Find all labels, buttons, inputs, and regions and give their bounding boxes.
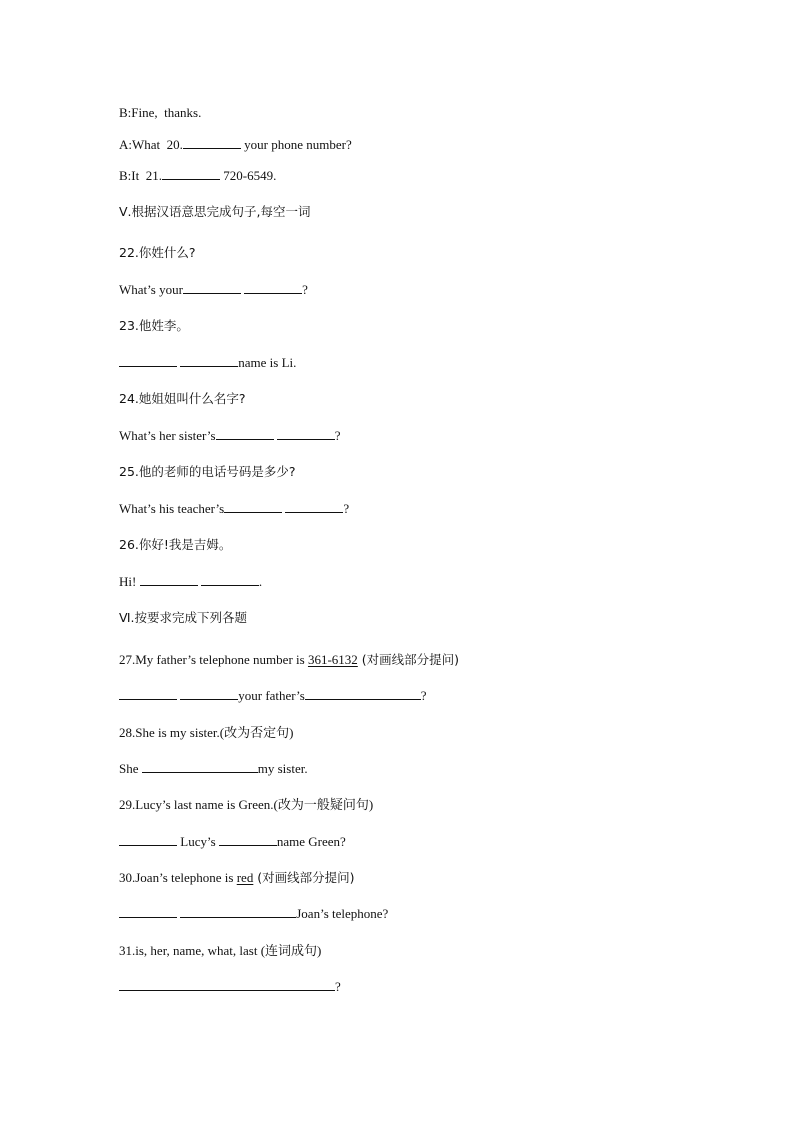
question-25-prompt: [119, 464, 296, 480]
question-31-answer: [119, 978, 341, 995]
question-25-answer-suffix: ?: [343, 501, 350, 516]
dialogue-a-question-20: [119, 136, 352, 153]
question-22-answer: [119, 281, 308, 298]
question-22-answer-prefix: What’s your: [119, 282, 183, 297]
answer-blank-27b[interactable]: [180, 687, 238, 700]
question-27-answer-end: ?: [420, 688, 427, 703]
question-29-answer: [119, 833, 346, 850]
dialogue-b-suffix: 720-6549.: [219, 168, 277, 183]
answer-blank-21[interactable]: [162, 167, 220, 180]
question-31-answer-suffix: ?: [335, 979, 341, 994]
question-30-answer: [119, 905, 388, 922]
question-25-answer: [119, 500, 349, 517]
answer-blank-31[interactable]: [119, 978, 335, 991]
dialogue-a-prefix: A:What 20.: [119, 137, 183, 152]
question-27-suffix: (对画线部分提问): [357, 652, 460, 667]
question-31-text: 31.is, her, name, what, last (连词成句): [119, 943, 322, 958]
question-30-underlined: red: [236, 870, 254, 885]
question-28-prompt: [119, 725, 293, 741]
question-30-suffix: (对画线部分提问): [253, 870, 355, 885]
question-22-answer-suffix: ?: [302, 282, 308, 297]
question-24-text: 24.她姐姐叫什么名字?: [119, 391, 246, 406]
question-26-prompt: [119, 537, 231, 553]
dialogue-a-suffix: your phone number?: [240, 137, 352, 152]
question-25-answer-prefix: What’s his teacher’s: [119, 501, 225, 516]
answer-blank-27a[interactable]: [119, 687, 177, 700]
dialogue-b-answer-21: [119, 167, 276, 184]
section-5-heading: [119, 204, 311, 220]
answer-blank-25a[interactable]: [224, 500, 282, 513]
question-27-underlined: 361-6132: [307, 652, 358, 667]
section-6-heading-text: Ⅵ.按要求完成下列各题: [119, 610, 248, 625]
answer-blank-25b[interactable]: [285, 500, 343, 513]
answer-blank-26a[interactable]: [140, 573, 198, 586]
question-26-answer: [119, 573, 262, 590]
question-31-prompt: [119, 943, 321, 959]
answer-blank-30a[interactable]: [119, 905, 177, 918]
answer-blank-29b[interactable]: [219, 833, 277, 846]
answer-blank-22b[interactable]: [244, 281, 302, 294]
question-29-text: 29.Lucy’s last name is Green.(改为一般疑问句): [119, 797, 374, 812]
dialogue-b-fine: [119, 105, 201, 121]
question-27-prefix: 27.My father’s telephone number is: [119, 652, 308, 667]
answer-blank-29a[interactable]: [119, 833, 177, 846]
question-27-answer: [119, 687, 427, 704]
question-23-answer: [119, 354, 296, 371]
dialogue-b-prefix: B:It 21.: [119, 168, 162, 183]
question-29-answer-mid: Lucy’s: [177, 834, 219, 849]
question-26-text: 26.你好!我是吉姆。: [119, 537, 232, 552]
question-28-text: 28.She is my sister.(改为否定句): [119, 725, 294, 740]
answer-blank-30b[interactable]: [180, 905, 296, 918]
question-29-answer-suffix: name Green?: [276, 834, 346, 849]
question-26-answer-prefix: Hi!: [119, 574, 140, 589]
question-22-text: 22.你姓什么?: [119, 245, 196, 260]
question-30-answer-suffix: Joan’s telephone?: [296, 906, 389, 921]
question-25-text: 25.他的老师的电话号码是多少?: [119, 464, 296, 479]
dialogue-b-fine-text: B:Fine, thanks.: [119, 105, 202, 120]
question-23-answer-suffix: name is Li.: [238, 355, 297, 370]
question-27-prompt: [119, 652, 459, 668]
question-26-answer-suffix: .: [258, 574, 263, 589]
answer-blank-23b[interactable]: [180, 354, 238, 367]
question-30-prefix: 30.Joan’s telephone is: [119, 870, 237, 885]
answer-blank-28[interactable]: [142, 760, 258, 773]
question-28-answer-prefix: She: [119, 761, 142, 776]
question-24-answer-suffix: ?: [334, 428, 341, 443]
question-28-answer: [119, 760, 308, 777]
answer-blank-23a[interactable]: [119, 354, 177, 367]
answer-blank-24a[interactable]: [216, 427, 274, 440]
answer-blank-24b[interactable]: [277, 427, 335, 440]
answer-blank-26b[interactable]: [201, 573, 259, 586]
question-24-answer-prefix: What’s her sister’s: [119, 428, 216, 443]
question-23-text: 23.他姓李。: [119, 318, 189, 333]
question-24-prompt: [119, 391, 246, 407]
section-5-heading-text: Ⅴ.根据汉语意思完成句子,每空一词: [119, 204, 311, 219]
question-30-prompt: [119, 870, 355, 886]
question-28-answer-suffix: my sister.: [257, 761, 308, 776]
question-24-answer: [119, 427, 341, 444]
section-6-heading: [119, 610, 247, 626]
question-27-answer-mid: your father’s: [238, 688, 305, 703]
question-23-prompt: [119, 318, 189, 334]
question-22-prompt: [119, 245, 196, 261]
answer-blank-20[interactable]: [183, 136, 241, 149]
answer-blank-27c[interactable]: [305, 687, 421, 700]
question-29-prompt: [119, 797, 373, 813]
answer-blank-22a[interactable]: [183, 281, 241, 294]
